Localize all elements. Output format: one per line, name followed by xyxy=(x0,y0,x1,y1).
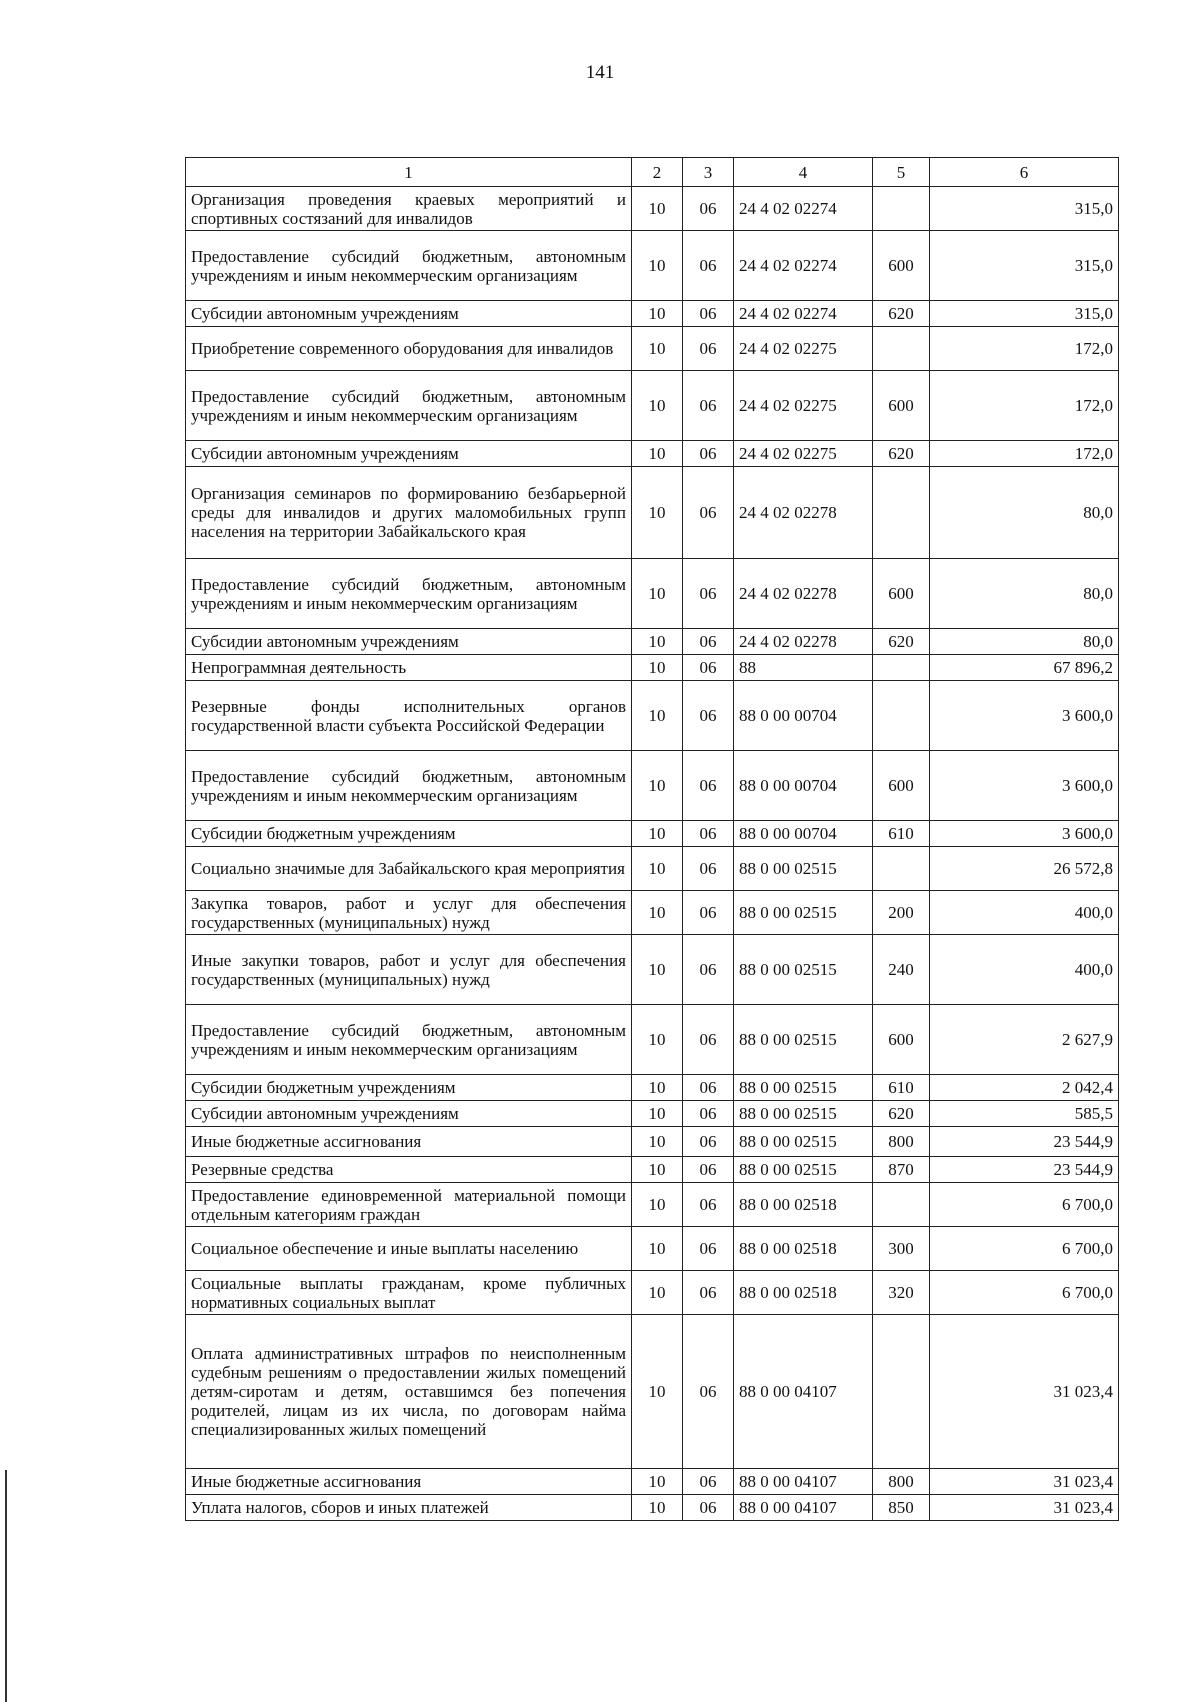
cell-csr: 88 0 00 02515 xyxy=(734,1127,873,1157)
cell-pr: 06 xyxy=(683,1495,734,1521)
table-row xyxy=(186,1271,1119,1315)
page-number: 141 xyxy=(585,62,615,83)
budget-table xyxy=(185,157,1119,1521)
cell-vr: 600 xyxy=(873,371,930,441)
cell-rz: 10 xyxy=(632,681,683,751)
cell-name: Субсидии автономным учреждениям xyxy=(186,441,632,467)
cell-sum: 31 023,4 xyxy=(930,1495,1119,1521)
cell-csr: 88 0 00 02518 xyxy=(734,1271,873,1315)
cell-vr xyxy=(873,681,930,751)
cell-rz: 10 xyxy=(632,1469,683,1495)
cell-sum: 172,0 xyxy=(930,441,1119,467)
table-row xyxy=(186,371,1119,441)
cell-vr: 200 xyxy=(873,891,930,935)
cell-csr: 24 4 02 02278 xyxy=(734,629,873,655)
column-header: 2 xyxy=(632,158,683,187)
cell-name: Непрограммная деятельность xyxy=(186,655,632,681)
cell-csr: 24 4 02 02275 xyxy=(734,371,873,441)
table-row xyxy=(186,1075,1119,1101)
cell-pr: 06 xyxy=(683,891,734,935)
cell-csr: 88 0 00 02515 xyxy=(734,1075,873,1101)
table-row xyxy=(186,441,1119,467)
table-row xyxy=(186,1005,1119,1075)
cell-sum: 2 042,4 xyxy=(930,1075,1119,1101)
table-row xyxy=(186,891,1119,935)
cell-sum: 80,0 xyxy=(930,559,1119,629)
cell-name: Предоставление субсидий бюджетным, автономным учреждениям и иным некоммерческим организациям xyxy=(186,559,632,629)
scan-margin-line xyxy=(5,1470,7,1702)
table-row xyxy=(186,1183,1119,1227)
cell-sum: 26 572,8 xyxy=(930,847,1119,891)
cell-sum: 31 023,4 xyxy=(930,1469,1119,1495)
cell-csr: 24 4 02 02274 xyxy=(734,187,873,231)
cell-vr: 600 xyxy=(873,1005,930,1075)
table-row xyxy=(186,231,1119,301)
cell-name: Предоставление субсидий бюджетным, автономным учреждениям и иным некоммерческим организациям xyxy=(186,231,632,301)
cell-rz: 10 xyxy=(632,187,683,231)
cell-vr: 620 xyxy=(873,441,930,467)
cell-vr: 870 xyxy=(873,1157,930,1183)
cell-vr xyxy=(873,1183,930,1227)
cell-name: Закупка товаров, работ и услуг для обеспечения государственных (муниципальных) нужд xyxy=(186,891,632,935)
cell-rz: 10 xyxy=(632,1005,683,1075)
cell-vr: 800 xyxy=(873,1127,930,1157)
cell-name: Предоставление субсидий бюджетным, автономным учреждениям и иным некоммерческим организациям xyxy=(186,1005,632,1075)
cell-pr: 06 xyxy=(683,681,734,751)
cell-csr: 88 0 00 00704 xyxy=(734,751,873,821)
cell-pr: 06 xyxy=(683,467,734,559)
table-row xyxy=(186,1495,1119,1521)
cell-csr: 88 0 00 02515 xyxy=(734,847,873,891)
cell-name: Иные бюджетные ассигнования xyxy=(186,1127,632,1157)
table-row xyxy=(186,751,1119,821)
table-row xyxy=(186,1127,1119,1157)
cell-pr: 06 xyxy=(683,847,734,891)
cell-rz: 10 xyxy=(632,847,683,891)
cell-csr: 88 0 00 04107 xyxy=(734,1469,873,1495)
cell-sum: 6 700,0 xyxy=(930,1227,1119,1271)
cell-rz: 10 xyxy=(632,1157,683,1183)
cell-rz: 10 xyxy=(632,231,683,301)
cell-sum: 315,0 xyxy=(930,231,1119,301)
table-row xyxy=(186,467,1119,559)
cell-pr: 06 xyxy=(683,301,734,327)
cell-vr: 610 xyxy=(873,821,930,847)
column-header: 1 xyxy=(186,158,632,187)
cell-pr: 06 xyxy=(683,187,734,231)
cell-pr: 06 xyxy=(683,1227,734,1271)
column-header: 5 xyxy=(873,158,930,187)
cell-sum: 315,0 xyxy=(930,187,1119,231)
cell-vr: 600 xyxy=(873,231,930,301)
cell-rz: 10 xyxy=(632,1127,683,1157)
cell-name: Субсидии автономным учреждениям xyxy=(186,629,632,655)
cell-name: Субсидии бюджетным учреждениям xyxy=(186,821,632,847)
cell-csr: 24 4 02 02275 xyxy=(734,327,873,371)
table-row xyxy=(186,301,1119,327)
cell-csr: 24 4 02 02274 xyxy=(734,301,873,327)
cell-sum: 67 896,2 xyxy=(930,655,1119,681)
cell-csr: 88 0 00 00704 xyxy=(734,821,873,847)
table-row xyxy=(186,1227,1119,1271)
table-row xyxy=(186,187,1119,231)
cell-csr: 88 0 00 00704 xyxy=(734,681,873,751)
column-header: 4 xyxy=(734,158,873,187)
cell-vr xyxy=(873,847,930,891)
cell-csr: 88 0 00 02515 xyxy=(734,1005,873,1075)
cell-csr: 88 xyxy=(734,655,873,681)
cell-pr: 06 xyxy=(683,629,734,655)
table-row xyxy=(186,559,1119,629)
cell-pr: 06 xyxy=(683,1315,734,1469)
cell-name: Иные закупки товаров, работ и услуг для обеспечения государственных (муниципальных) нужд xyxy=(186,935,632,1005)
cell-rz: 10 xyxy=(632,371,683,441)
cell-name: Предоставление субсидий бюджетным, автономным учреждениям и иным некоммерческим организациям xyxy=(186,751,632,821)
cell-vr xyxy=(873,1315,930,1469)
cell-pr: 06 xyxy=(683,1183,734,1227)
cell-sum: 172,0 xyxy=(930,327,1119,371)
cell-csr: 88 0 00 02518 xyxy=(734,1183,873,1227)
cell-pr: 06 xyxy=(683,1271,734,1315)
cell-name: Резервные средства xyxy=(186,1157,632,1183)
cell-rz: 10 xyxy=(632,441,683,467)
cell-rz: 10 xyxy=(632,629,683,655)
cell-name: Организация семинаров по формированию безбарьерной среды для инвалидов и других маломобильных групп населения на территории Забайкальского края xyxy=(186,467,632,559)
cell-csr: 88 0 00 02515 xyxy=(734,935,873,1005)
cell-sum: 23 544,9 xyxy=(930,1157,1119,1183)
cell-rz: 10 xyxy=(632,1183,683,1227)
cell-vr: 620 xyxy=(873,629,930,655)
cell-sum: 3 600,0 xyxy=(930,821,1119,847)
cell-vr: 620 xyxy=(873,1101,930,1127)
cell-rz: 10 xyxy=(632,821,683,847)
cell-name: Социальное обеспечение и иные выплаты населению xyxy=(186,1227,632,1271)
cell-pr: 06 xyxy=(683,821,734,847)
cell-pr: 06 xyxy=(683,1127,734,1157)
cell-vr: 240 xyxy=(873,935,930,1005)
cell-pr: 06 xyxy=(683,1075,734,1101)
cell-csr: 24 4 02 02275 xyxy=(734,441,873,467)
cell-csr: 24 4 02 02278 xyxy=(734,467,873,559)
cell-name: Социально значимые для Забайкальского края мероприятия xyxy=(186,847,632,891)
table-row xyxy=(186,1157,1119,1183)
cell-name: Иные бюджетные ассигнования xyxy=(186,1469,632,1495)
table-row xyxy=(186,847,1119,891)
cell-sum: 31 023,4 xyxy=(930,1315,1119,1469)
cell-name: Социальные выплаты гражданам, кроме публичных нормативных социальных выплат xyxy=(186,1271,632,1315)
table-row xyxy=(186,327,1119,371)
cell-rz: 10 xyxy=(632,1495,683,1521)
cell-rz: 10 xyxy=(632,327,683,371)
cell-rz: 10 xyxy=(632,467,683,559)
cell-sum: 80,0 xyxy=(930,629,1119,655)
column-header: 6 xyxy=(930,158,1119,187)
cell-sum: 80,0 xyxy=(930,467,1119,559)
table-row xyxy=(186,681,1119,751)
cell-vr: 320 xyxy=(873,1271,930,1315)
cell-vr xyxy=(873,655,930,681)
cell-vr xyxy=(873,467,930,559)
cell-vr: 800 xyxy=(873,1469,930,1495)
cell-pr: 06 xyxy=(683,1157,734,1183)
cell-pr: 06 xyxy=(683,559,734,629)
cell-pr: 06 xyxy=(683,1005,734,1075)
cell-name: Резервные фонды исполнительных органов государственной власти субъекта Российской Федерации xyxy=(186,681,632,751)
table-row xyxy=(186,1315,1119,1469)
cell-rz: 10 xyxy=(632,935,683,1005)
cell-csr: 88 0 00 02515 xyxy=(734,1101,873,1127)
table-header-row xyxy=(186,158,1119,187)
table-row xyxy=(186,655,1119,681)
table-row xyxy=(186,821,1119,847)
cell-rz: 10 xyxy=(632,301,683,327)
cell-vr: 610 xyxy=(873,1075,930,1101)
cell-pr: 06 xyxy=(683,935,734,1005)
cell-rz: 10 xyxy=(632,1315,683,1469)
cell-pr: 06 xyxy=(683,327,734,371)
cell-vr: 300 xyxy=(873,1227,930,1271)
cell-vr xyxy=(873,327,930,371)
cell-rz: 10 xyxy=(632,559,683,629)
cell-csr: 24 4 02 02278 xyxy=(734,559,873,629)
cell-sum: 3 600,0 xyxy=(930,751,1119,821)
cell-vr: 850 xyxy=(873,1495,930,1521)
cell-vr: 620 xyxy=(873,301,930,327)
cell-sum: 6 700,0 xyxy=(930,1271,1119,1315)
cell-csr: 88 0 00 04107 xyxy=(734,1315,873,1469)
cell-csr: 88 0 00 02518 xyxy=(734,1227,873,1271)
cell-rz: 10 xyxy=(632,1101,683,1127)
cell-name: Субсидии бюджетным учреждениям xyxy=(186,1075,632,1101)
cell-pr: 06 xyxy=(683,1469,734,1495)
cell-name: Субсидии автономным учреждениям xyxy=(186,301,632,327)
cell-sum: 400,0 xyxy=(930,935,1119,1005)
table-row xyxy=(186,935,1119,1005)
cell-name: Субсидии автономным учреждениям xyxy=(186,1101,632,1127)
cell-name: Оплата административных штрафов по неисполненным судебным решениям о предоставлении жилых помещений детям-сиротам и детям, оставшимся без попечения родителей, лицам из их числа, по договорам найма специализированных жилых помещений xyxy=(186,1315,632,1469)
cell-rz: 10 xyxy=(632,1075,683,1101)
cell-pr: 06 xyxy=(683,441,734,467)
table-row xyxy=(186,1101,1119,1127)
column-header: 3 xyxy=(683,158,734,187)
cell-sum: 3 600,0 xyxy=(930,681,1119,751)
cell-name: Предоставление единовременной материальной помощи отдельным категориям граждан xyxy=(186,1183,632,1227)
cell-sum: 6 700,0 xyxy=(930,1183,1119,1227)
cell-sum: 23 544,9 xyxy=(930,1127,1119,1157)
cell-pr: 06 xyxy=(683,1101,734,1127)
cell-pr: 06 xyxy=(683,371,734,441)
cell-csr: 24 4 02 02274 xyxy=(734,231,873,301)
cell-rz: 10 xyxy=(632,1271,683,1315)
cell-name: Уплата налогов, сборов и иных платежей xyxy=(186,1495,632,1521)
cell-name: Предоставление субсидий бюджетным, автономным учреждениям и иным некоммерческим организациям xyxy=(186,371,632,441)
cell-sum: 400,0 xyxy=(930,891,1119,935)
cell-sum: 585,5 xyxy=(930,1101,1119,1127)
cell-rz: 10 xyxy=(632,891,683,935)
cell-vr: 600 xyxy=(873,751,930,821)
cell-sum: 172,0 xyxy=(930,371,1119,441)
cell-sum: 2 627,9 xyxy=(930,1005,1119,1075)
cell-pr: 06 xyxy=(683,231,734,301)
cell-csr: 88 0 00 02515 xyxy=(734,1157,873,1183)
cell-vr xyxy=(873,187,930,231)
table-row xyxy=(186,1469,1119,1495)
table-row xyxy=(186,629,1119,655)
cell-rz: 10 xyxy=(632,655,683,681)
cell-vr: 600 xyxy=(873,559,930,629)
cell-rz: 10 xyxy=(632,751,683,821)
cell-csr: 88 0 00 04107 xyxy=(734,1495,873,1521)
cell-rz: 10 xyxy=(632,1227,683,1271)
cell-name: Организация проведения краевых мероприятий и спортивных состязаний для инвалидов xyxy=(186,187,632,231)
cell-name: Приобретение современного оборудования для инвалидов xyxy=(186,327,632,371)
cell-pr: 06 xyxy=(683,655,734,681)
cell-csr: 88 0 00 02515 xyxy=(734,891,873,935)
cell-sum: 315,0 xyxy=(930,301,1119,327)
cell-pr: 06 xyxy=(683,751,734,821)
